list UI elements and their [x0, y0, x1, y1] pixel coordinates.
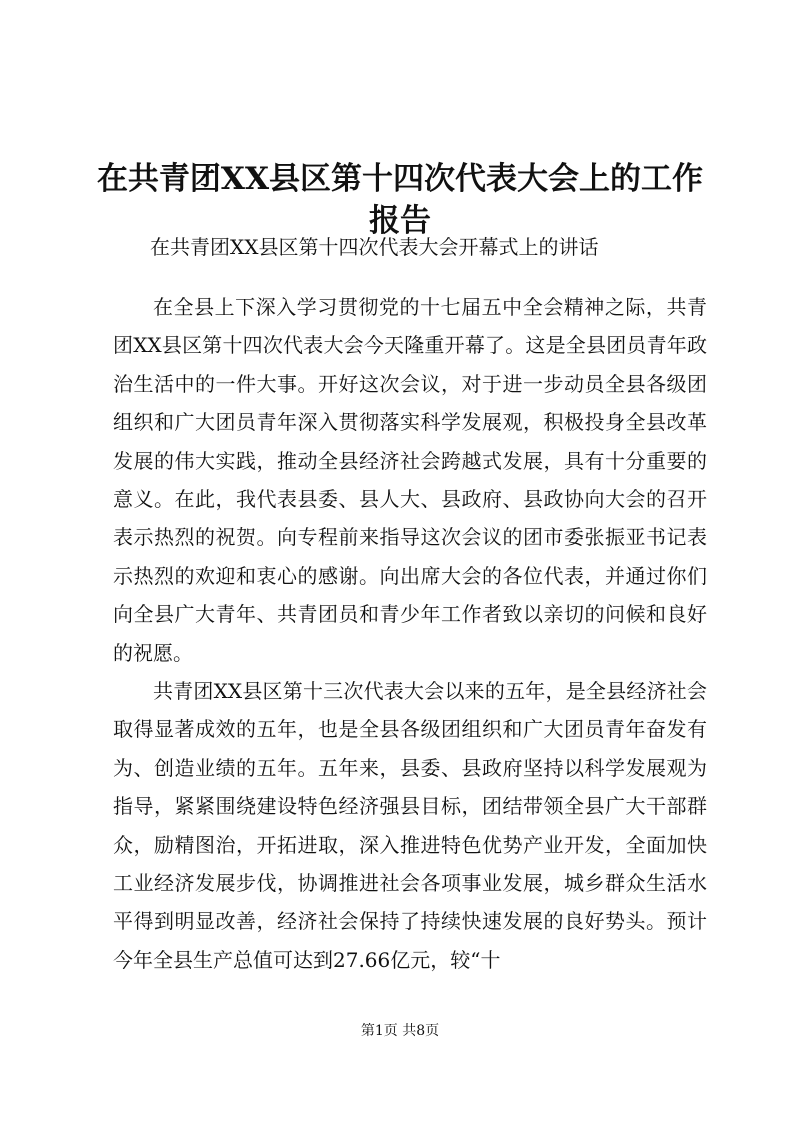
- document-title: 在共青团XX县区第十四次代表大会上的工作报告: [96, 160, 704, 239]
- page-number-footer: 第1页 共8页: [360, 1023, 440, 1039]
- speech-subtitle: 在共青团XX县区第十四次代表大会开幕式上的讲话: [150, 235, 599, 259]
- body-paragraph: 共青团XX县区第十三次代表大会以来的五年，是全县经济社会取得显著成效的五年，也是全县各级团组织和广大团员青年奋发有为、创造业绩的五年。五年来，县委、县政府坚持以科学发展观为指导，紧紧围绕建设特色经济强县目标，团结带领全县广大干部群众，励精图治，开拓进取，深入推进特色优势产业开发，全面加快工业经济发展步伐，协调推进社会各项事业发展，城乡群众生活水平得到明显改善，经济社会保持了持续快速发展的良好势头。预计今年全县生产总值可达到27.66亿元，较“十: [113, 679, 707, 972]
- body-paragraph: 在全县上下深入学习贯彻党的十七届五中全会精神之际，共青团XX县区第十四次代表大会今天隆重开幕了。这是全县团员青年政治生活中的一件大事。开好这次会议，对于进一步动员全县各级团组织和广大团员青年深入贯彻落实科学发展观，积极投身全县改革发展的伟大实践，推动全县经济社会跨越式发展，具有十分重要的意义。在此，我代表县委、县人大、县政府、县政协向大会的召开表示热烈的祝贺。向专程前来指导这次会议的团市委张振亚书记表示热烈的欢迎和衷心的感谢。向出席大会的各位代表，并通过你们向全县广大青年、共青团员和青少年工作者致以亲切的问候和良好的祝愿。: [113, 295, 707, 665]
